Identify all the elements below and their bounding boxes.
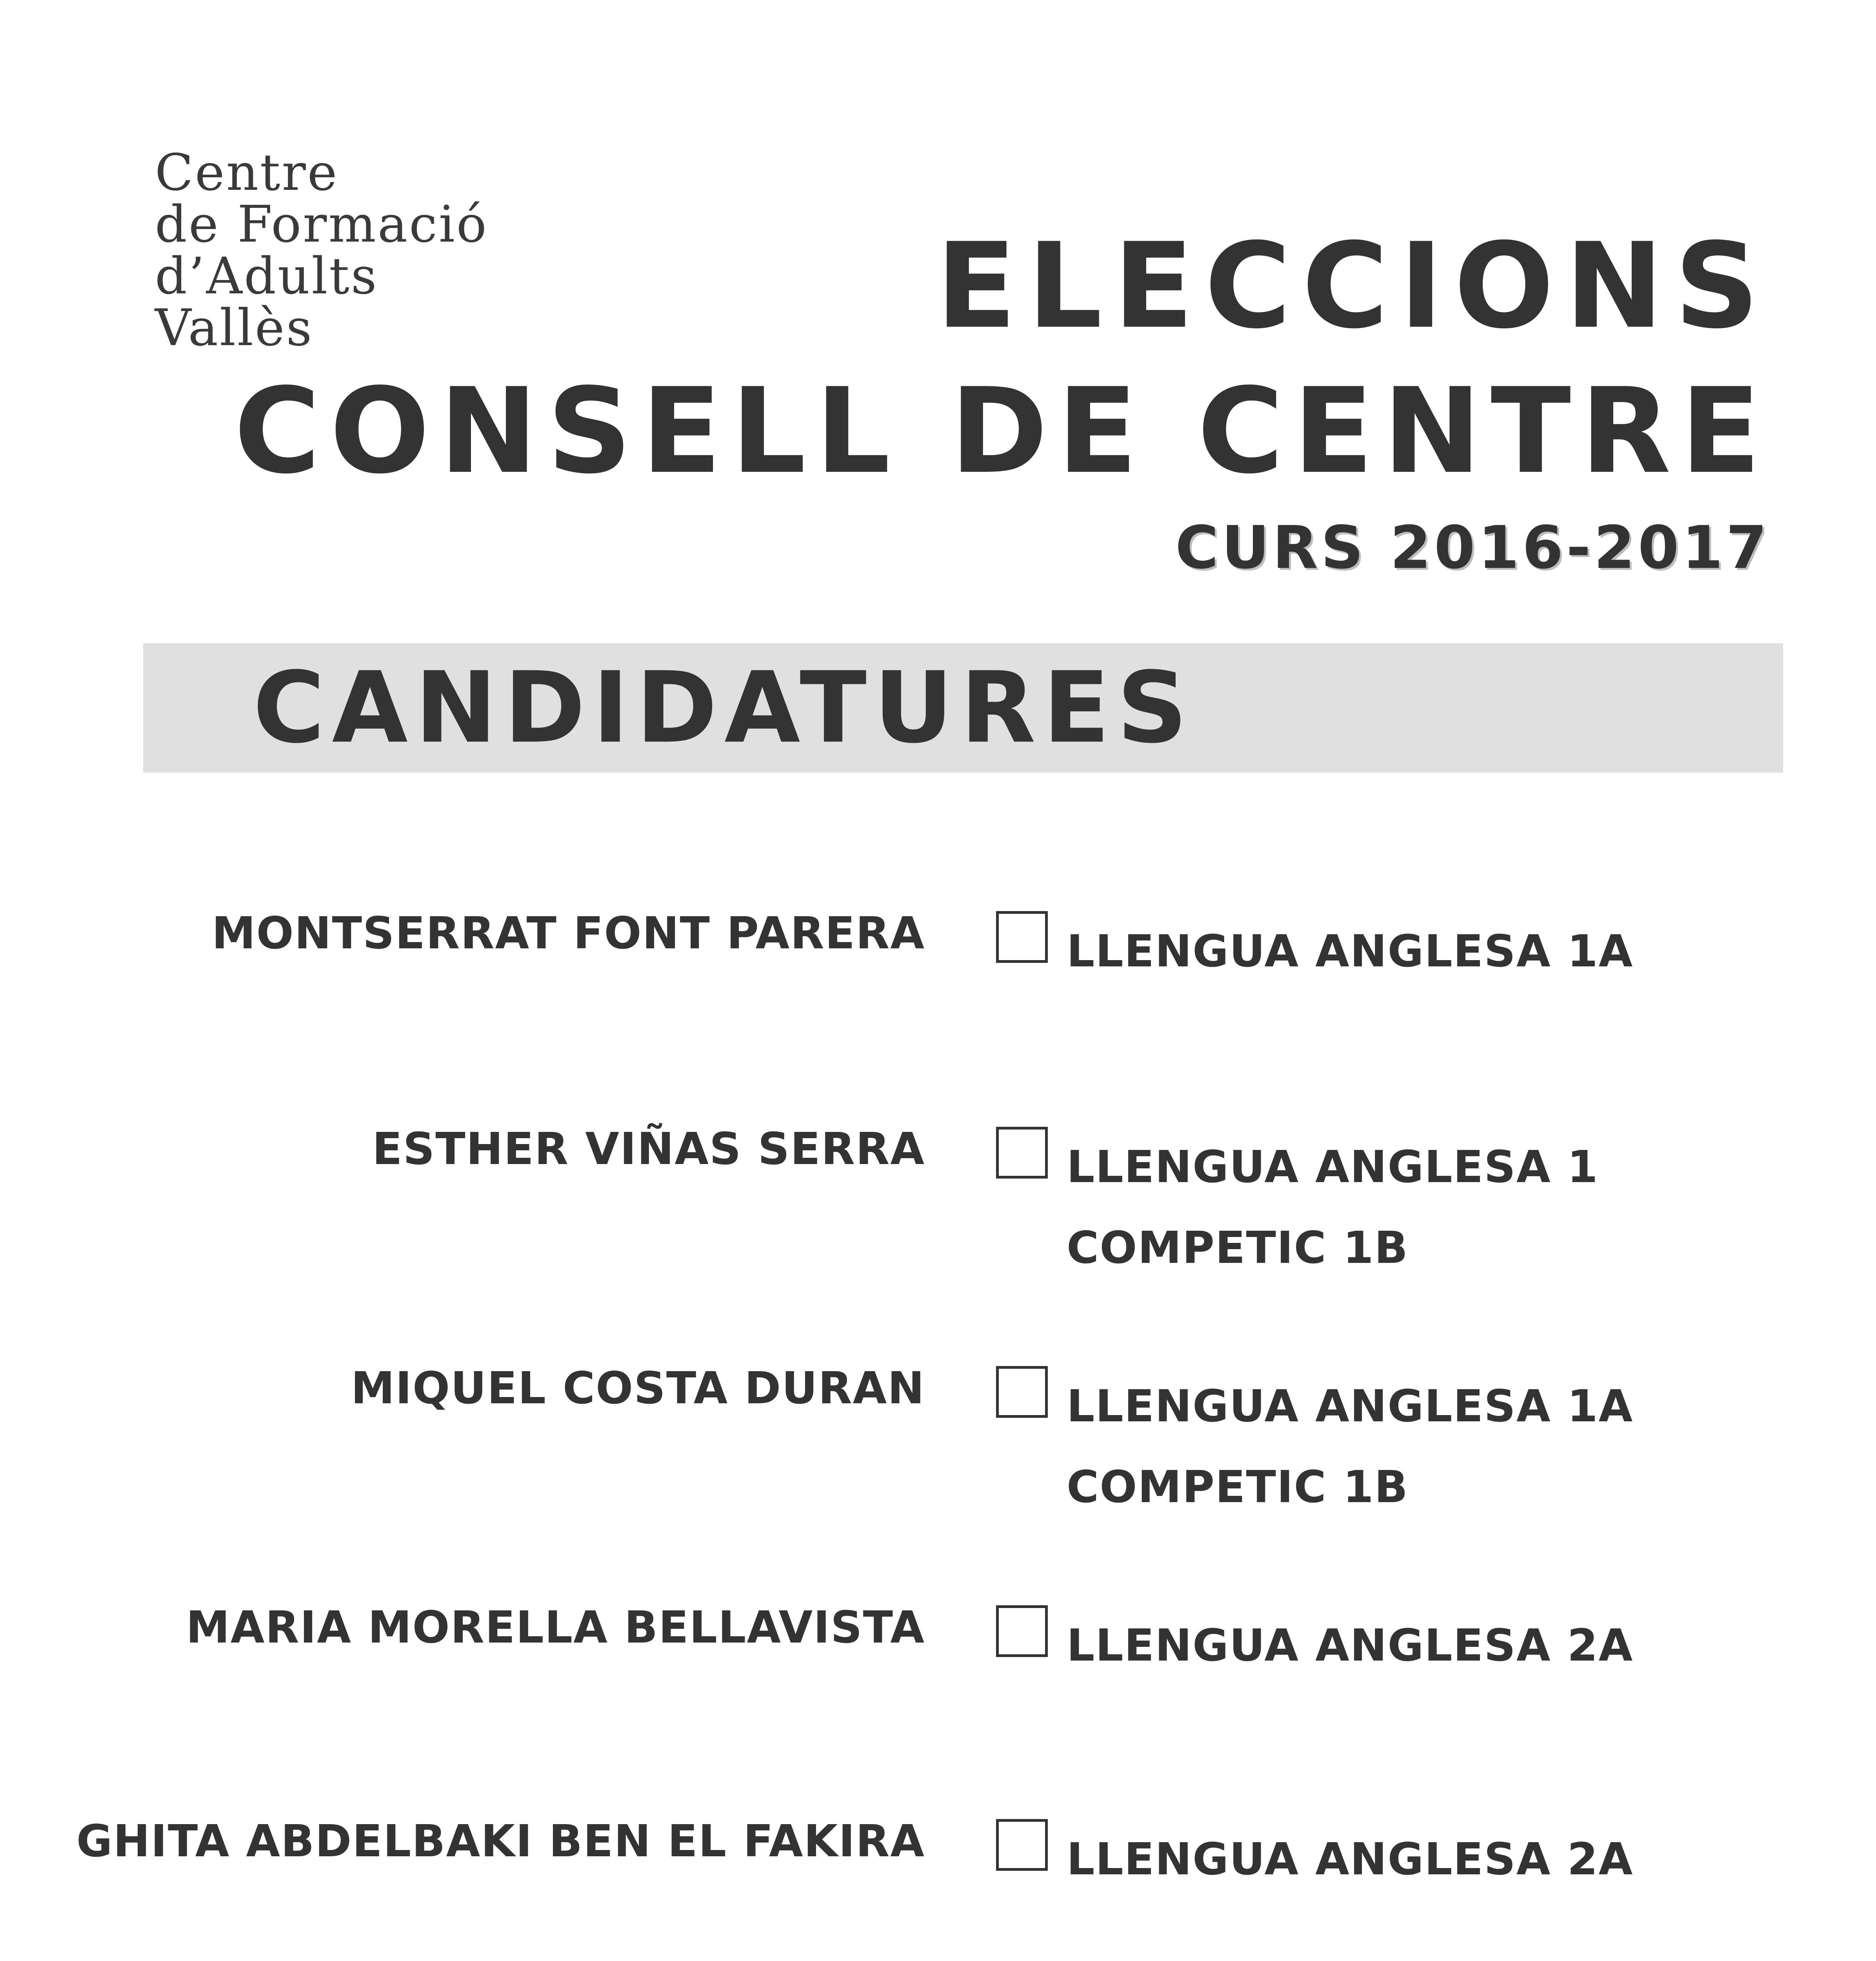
vote-checkbox[interactable] [996,1127,1048,1179]
logo-line: d’Adults [155,247,378,306]
vote-checkbox[interactable] [996,1605,1048,1657]
candidate-courses [1067,911,1633,992]
candidate-name: MARIA MORELLA BELLAVISTA [186,1602,925,1653]
candidate-name: MONTSERRAT FONT PARERA [212,908,925,959]
logo-line: Centre [155,144,339,202]
candidate-courses [1067,1819,1633,1900]
vote-checkbox[interactable] [996,1366,1048,1418]
course-label: COMPETIC 1B [1067,1222,1409,1273]
course-label: LLENGUA ANGLESA 1A [1067,926,1634,977]
candidate-courses [1067,1366,1633,1528]
vote-checkbox[interactable] [996,911,1048,963]
school-year: CURS 2016-2017 [1175,514,1770,582]
course-label: LLENGUA ANGLESA 1 [1067,1142,1599,1193]
candidate-courses [1067,1605,1633,1686]
logo-line: Vallès [155,299,314,357]
page-title-line1: ELECCIONS [936,218,1770,355]
candidate-name: MIQUEL COSTA DURAN [351,1363,925,1414]
candidate-name: ESTHER VIÑAS SERRA [372,1124,925,1175]
page-title-line2: CONSELL DE CENTRE [234,363,1770,500]
candidate-name: GHITA ABDELBAKI BEN EL FAKIRA [76,1816,925,1867]
vote-checkbox[interactable] [996,1819,1048,1871]
section-title: CANDIDATURES [253,651,1195,765]
school-logo [155,144,508,357]
candidate-courses [1067,1127,1599,1288]
course-label: LLENGUA ANGLESA 2A [1067,1834,1634,1885]
course-label: LLENGUA ANGLESA 2A [1067,1620,1634,1671]
section-header-band [143,643,1783,773]
course-label: LLENGUA ANGLESA 1A [1067,1381,1634,1432]
course-label: COMPETIC 1B [1067,1462,1409,1513]
logo-line: de Formació [155,195,488,254]
